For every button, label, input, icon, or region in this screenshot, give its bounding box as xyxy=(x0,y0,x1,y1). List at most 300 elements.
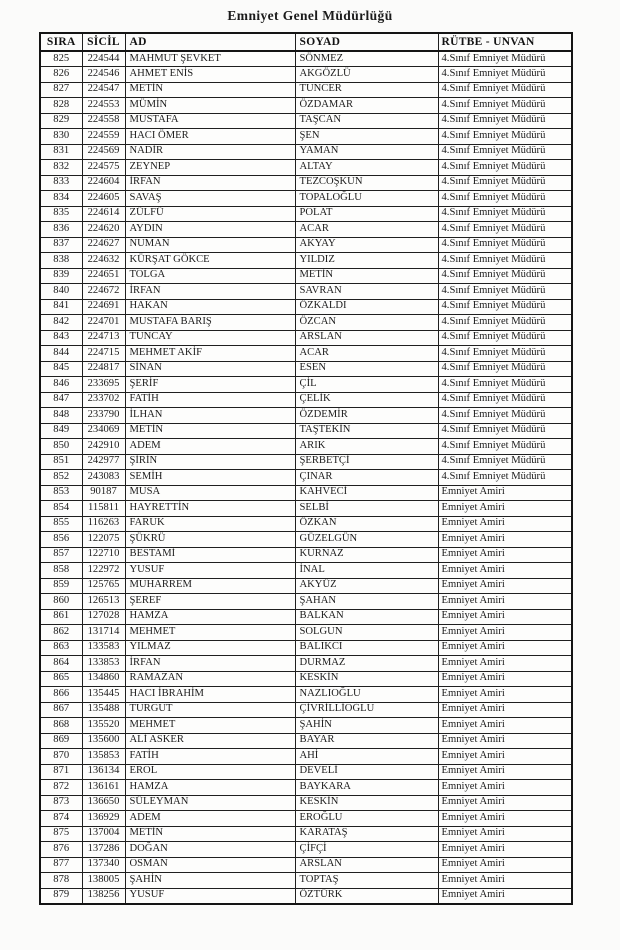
cell-sira: 835 xyxy=(40,206,82,222)
cell-sicil: 224701 xyxy=(82,315,125,331)
header-row xyxy=(40,33,572,51)
cell-soyad: ARSLAN xyxy=(295,857,438,873)
cell-sira: 855 xyxy=(40,516,82,532)
cell-sira: 826 xyxy=(40,67,82,83)
cell-ad: ADEM xyxy=(125,811,295,827)
table-row xyxy=(40,470,572,486)
table-row xyxy=(40,346,572,362)
cell-sira: 834 xyxy=(40,191,82,207)
table-row xyxy=(40,222,572,238)
cell-soyad: ÖZCAN xyxy=(295,315,438,331)
table-row xyxy=(40,780,572,796)
cell-rutbe-unvan: 4.Sınıf Emniyet Müdürü xyxy=(438,191,572,207)
cell-rutbe-unvan: Emniyet Amiri xyxy=(438,811,572,827)
cell-rutbe-unvan: 4.Sınıf Emniyet Müdürü xyxy=(438,470,572,486)
cell-sira: 846 xyxy=(40,377,82,393)
table-row xyxy=(40,563,572,579)
cell-soyad: SOLGUN xyxy=(295,625,438,641)
cell-soyad: KESKİN xyxy=(295,795,438,811)
table-row xyxy=(40,702,572,718)
cell-sira: 845 xyxy=(40,361,82,377)
table-row xyxy=(40,129,572,145)
cell-rutbe-unvan: 4.Sınıf Emniyet Müdürü xyxy=(438,454,572,470)
table-row xyxy=(40,501,572,517)
cell-sicil: 233702 xyxy=(82,392,125,408)
table-row xyxy=(40,594,572,610)
table-row xyxy=(40,284,572,300)
cell-soyad: ŞERBETÇİ xyxy=(295,454,438,470)
column-header-ad: AD xyxy=(125,33,295,51)
cell-rutbe-unvan: 4.Sınıf Emniyet Müdürü xyxy=(438,206,572,222)
cell-soyad: ÇİL xyxy=(295,377,438,393)
table-row xyxy=(40,516,572,532)
cell-sicil: 224627 xyxy=(82,237,125,253)
cell-ad: ŞAHİN xyxy=(125,873,295,889)
cell-rutbe-unvan: 4.Sınıf Emniyet Müdürü xyxy=(438,284,572,300)
cell-ad: YUSUF xyxy=(125,888,295,904)
personnel-table xyxy=(39,32,573,905)
cell-soyad: İNAL xyxy=(295,563,438,579)
cell-ad: ALİ ASKER xyxy=(125,733,295,749)
cell-sira: 869 xyxy=(40,733,82,749)
cell-rutbe-unvan: 4.Sınıf Emniyet Müdürü xyxy=(438,113,572,129)
cell-sira: 830 xyxy=(40,129,82,145)
cell-sira: 874 xyxy=(40,811,82,827)
cell-soyad: ESEN xyxy=(295,361,438,377)
cell-sira: 840 xyxy=(40,284,82,300)
cell-soyad: NAZLIOĞLU xyxy=(295,687,438,703)
table-row xyxy=(40,656,572,672)
cell-soyad: ÖZKAN xyxy=(295,516,438,532)
cell-soyad: ARIK xyxy=(295,439,438,455)
cell-sicil: 242977 xyxy=(82,454,125,470)
cell-rutbe-unvan: Emniyet Amiri xyxy=(438,563,572,579)
cell-sira: 850 xyxy=(40,439,82,455)
table-row xyxy=(40,175,572,191)
cell-sicil: 224715 xyxy=(82,346,125,362)
cell-sicil: 224559 xyxy=(82,129,125,145)
cell-sicil: 224575 xyxy=(82,160,125,176)
column-header-soyad: SOYAD xyxy=(295,33,438,51)
cell-rutbe-unvan: 4.Sınıf Emniyet Müdürü xyxy=(438,423,572,439)
cell-ad: TURGUT xyxy=(125,702,295,718)
cell-rutbe-unvan: Emniyet Amiri xyxy=(438,687,572,703)
table-row xyxy=(40,532,572,548)
cell-soyad: DEVELİ xyxy=(295,764,438,780)
cell-soyad: ÇINAR xyxy=(295,470,438,486)
cell-ad: SİNAN xyxy=(125,361,295,377)
cell-ad: FATİH xyxy=(125,392,295,408)
cell-sira: 844 xyxy=(40,346,82,362)
cell-sicil: 242910 xyxy=(82,439,125,455)
cell-soyad: TOPALOĞLU xyxy=(295,191,438,207)
cell-sicil: 138005 xyxy=(82,873,125,889)
table-row xyxy=(40,98,572,114)
cell-rutbe-unvan: Emniyet Amiri xyxy=(438,516,572,532)
column-header-rutbe-unvan: RÜTBE - UNVAN xyxy=(438,33,572,51)
table-row xyxy=(40,749,572,765)
cell-ad: SÜLEYMAN xyxy=(125,795,295,811)
cell-sira: 843 xyxy=(40,330,82,346)
cell-sicil: 135488 xyxy=(82,702,125,718)
cell-sicil: 133583 xyxy=(82,640,125,656)
cell-sira: 877 xyxy=(40,857,82,873)
cell-ad: AYDIN xyxy=(125,222,295,238)
cell-sira: 857 xyxy=(40,547,82,563)
cell-sicil: 122075 xyxy=(82,532,125,548)
cell-rutbe-unvan: Emniyet Amiri xyxy=(438,625,572,641)
table-row xyxy=(40,392,572,408)
cell-soyad: ÇELİK xyxy=(295,392,438,408)
cell-ad: ADEM xyxy=(125,439,295,455)
cell-sicil: 224553 xyxy=(82,98,125,114)
table-row xyxy=(40,268,572,284)
cell-sira: 837 xyxy=(40,237,82,253)
cell-soyad: ARSLAN xyxy=(295,330,438,346)
cell-ad: KÜRŞAT GÖKCE xyxy=(125,253,295,269)
cell-rutbe-unvan: 4.Sınıf Emniyet Müdürü xyxy=(438,175,572,191)
cell-ad: NUMAN xyxy=(125,237,295,253)
cell-ad: SAVAŞ xyxy=(125,191,295,207)
cell-soyad: SÖNMEZ xyxy=(295,51,438,67)
table-row xyxy=(40,640,572,656)
cell-sicil: 135520 xyxy=(82,718,125,734)
table-row xyxy=(40,811,572,827)
table-row xyxy=(40,764,572,780)
cell-ad: YUSUF xyxy=(125,563,295,579)
cell-soyad: METİN xyxy=(295,268,438,284)
cell-ad: HACI ÖMER xyxy=(125,129,295,145)
cell-ad: MUHARREM xyxy=(125,578,295,594)
cell-sicil: 127028 xyxy=(82,609,125,625)
cell-sira: 871 xyxy=(40,764,82,780)
cell-sira: 863 xyxy=(40,640,82,656)
table-row xyxy=(40,625,572,641)
table-row xyxy=(40,795,572,811)
cell-sira: 865 xyxy=(40,671,82,687)
cell-sicil: 134860 xyxy=(82,671,125,687)
table-row xyxy=(40,299,572,315)
table-row xyxy=(40,51,572,67)
cell-ad: HACI İBRAHİM xyxy=(125,687,295,703)
cell-rutbe-unvan: Emniyet Amiri xyxy=(438,888,572,904)
cell-rutbe-unvan: 4.Sınıf Emniyet Müdürü xyxy=(438,253,572,269)
cell-ad: HAMZA xyxy=(125,780,295,796)
cell-soyad: POLAT xyxy=(295,206,438,222)
cell-ad: ZEYNEP xyxy=(125,160,295,176)
cell-soyad: DURMAZ xyxy=(295,656,438,672)
cell-sicil: 137004 xyxy=(82,826,125,842)
table-row xyxy=(40,547,572,563)
cell-ad: YILMAZ xyxy=(125,640,295,656)
cell-rutbe-unvan: Emniyet Amiri xyxy=(438,764,572,780)
cell-ad: TOLGA xyxy=(125,268,295,284)
cell-sira: 862 xyxy=(40,625,82,641)
cell-rutbe-unvan: 4.Sınıf Emniyet Müdürü xyxy=(438,315,572,331)
cell-sira: 849 xyxy=(40,423,82,439)
cell-soyad: KAHVECİ xyxy=(295,485,438,501)
cell-soyad: KURNAZ xyxy=(295,547,438,563)
table-row xyxy=(40,454,572,470)
cell-sira: 876 xyxy=(40,842,82,858)
cell-sicil: 224691 xyxy=(82,299,125,315)
cell-rutbe-unvan: Emniyet Amiri xyxy=(438,873,572,889)
cell-ad: HAKAN xyxy=(125,299,295,315)
cell-ad: SEMİH xyxy=(125,470,295,486)
table-header xyxy=(40,33,572,51)
cell-ad: AHMET ENİS xyxy=(125,67,295,83)
cell-sicil: 90187 xyxy=(82,485,125,501)
cell-sicil: 137340 xyxy=(82,857,125,873)
cell-ad: TUNCAY xyxy=(125,330,295,346)
cell-ad: İLHAN xyxy=(125,408,295,424)
table-body xyxy=(40,51,572,904)
cell-ad: ŞÜKRÜ xyxy=(125,532,295,548)
cell-sira: 839 xyxy=(40,268,82,284)
cell-rutbe-unvan: Emniyet Amiri xyxy=(438,578,572,594)
table-row xyxy=(40,191,572,207)
cell-ad: MAHMUT ŞEVKET xyxy=(125,51,295,67)
cell-sicil: 224817 xyxy=(82,361,125,377)
cell-sicil: 135853 xyxy=(82,749,125,765)
cell-rutbe-unvan: 4.Sınıf Emniyet Müdürü xyxy=(438,361,572,377)
cell-soyad: ŞAHİN xyxy=(295,718,438,734)
cell-ad: RAMAZAN xyxy=(125,671,295,687)
cell-soyad: BALKAN xyxy=(295,609,438,625)
cell-ad: METİN xyxy=(125,423,295,439)
cell-soyad: ÖZDEMİR xyxy=(295,408,438,424)
cell-sira: 827 xyxy=(40,82,82,98)
cell-soyad: ŞEN xyxy=(295,129,438,145)
cell-sicil: 126513 xyxy=(82,594,125,610)
cell-soyad: ÖZKALDI xyxy=(295,299,438,315)
cell-soyad: YILDIZ xyxy=(295,253,438,269)
cell-rutbe-unvan: Emniyet Amiri xyxy=(438,656,572,672)
cell-sira: 879 xyxy=(40,888,82,904)
table-row xyxy=(40,578,572,594)
cell-soyad: TAŞTEKİN xyxy=(295,423,438,439)
cell-sira: 853 xyxy=(40,485,82,501)
cell-ad: DOĞAN xyxy=(125,842,295,858)
cell-ad: MEHMET xyxy=(125,625,295,641)
cell-rutbe-unvan: 4.Sınıf Emniyet Müdürü xyxy=(438,377,572,393)
cell-ad: İRFAN xyxy=(125,656,295,672)
cell-rutbe-unvan: Emniyet Amiri xyxy=(438,857,572,873)
cell-sicil: 233695 xyxy=(82,377,125,393)
cell-sicil: 136929 xyxy=(82,811,125,827)
cell-rutbe-unvan: Emniyet Amiri xyxy=(438,594,572,610)
table-row xyxy=(40,857,572,873)
cell-soyad: GÜZELGÜN xyxy=(295,532,438,548)
cell-rutbe-unvan: 4.Sınıf Emniyet Müdürü xyxy=(438,160,572,176)
cell-rutbe-unvan: Emniyet Amiri xyxy=(438,842,572,858)
cell-ad: ŞERİF xyxy=(125,377,295,393)
cell-sicil: 122710 xyxy=(82,547,125,563)
cell-rutbe-unvan: 4.Sınıf Emniyet Müdürü xyxy=(438,330,572,346)
cell-rutbe-unvan: 4.Sınıf Emniyet Müdürü xyxy=(438,98,572,114)
cell-ad: NADİR xyxy=(125,144,295,160)
table-row xyxy=(40,206,572,222)
cell-sira: 831 xyxy=(40,144,82,160)
table-row xyxy=(40,160,572,176)
cell-rutbe-unvan: Emniyet Amiri xyxy=(438,749,572,765)
cell-ad: HAYRETTİN xyxy=(125,501,295,517)
cell-soyad: EROĞLU xyxy=(295,811,438,827)
cell-ad: MÜMİN xyxy=(125,98,295,114)
cell-ad: OSMAN xyxy=(125,857,295,873)
cell-sicil: 136134 xyxy=(82,764,125,780)
cell-rutbe-unvan: Emniyet Amiri xyxy=(438,671,572,687)
cell-sira: 860 xyxy=(40,594,82,610)
cell-sicil: 135445 xyxy=(82,687,125,703)
cell-soyad: SELBİ xyxy=(295,501,438,517)
cell-sira: 851 xyxy=(40,454,82,470)
cell-soyad: ÖZDAMAR xyxy=(295,98,438,114)
cell-rutbe-unvan: Emniyet Amiri xyxy=(438,826,572,842)
cell-rutbe-unvan: 4.Sınıf Emniyet Müdürü xyxy=(438,222,572,238)
cell-soyad: BALIKCI xyxy=(295,640,438,656)
cell-sicil: 224558 xyxy=(82,113,125,129)
cell-ad: EROL xyxy=(125,764,295,780)
table-row xyxy=(40,253,572,269)
cell-ad: MEHMET xyxy=(125,718,295,734)
table-row xyxy=(40,144,572,160)
cell-soyad: ALTAY xyxy=(295,160,438,176)
table-row xyxy=(40,842,572,858)
cell-soyad: ŞAHAN xyxy=(295,594,438,610)
cell-ad: FATİH xyxy=(125,749,295,765)
cell-sicil: 224544 xyxy=(82,51,125,67)
cell-rutbe-unvan: 4.Sınıf Emniyet Müdürü xyxy=(438,268,572,284)
cell-rutbe-unvan: 4.Sınıf Emniyet Müdürü xyxy=(438,392,572,408)
cell-sira: 848 xyxy=(40,408,82,424)
cell-ad: HAMZA xyxy=(125,609,295,625)
cell-soyad: KARATAŞ xyxy=(295,826,438,842)
cell-soyad: BAYAR xyxy=(295,733,438,749)
table-row xyxy=(40,82,572,98)
cell-rutbe-unvan: Emniyet Amiri xyxy=(438,609,572,625)
cell-sira: 829 xyxy=(40,113,82,129)
cell-ad: METİN xyxy=(125,82,295,98)
table-row xyxy=(40,330,572,346)
cell-sira: 825 xyxy=(40,51,82,67)
cell-sicil: 125765 xyxy=(82,578,125,594)
page-title: Emniyet Genel Müdürlüğü xyxy=(227,8,393,23)
column-header-sicil: SİCİL xyxy=(82,33,125,51)
cell-sicil: 116263 xyxy=(82,516,125,532)
cell-soyad: AKYAY xyxy=(295,237,438,253)
cell-sira: 868 xyxy=(40,718,82,734)
cell-sicil: 224547 xyxy=(82,82,125,98)
cell-ad: MEHMET AKİF xyxy=(125,346,295,362)
cell-sira: 842 xyxy=(40,315,82,331)
cell-soyad: BAYKARA xyxy=(295,780,438,796)
cell-soyad: SAVRAN xyxy=(295,284,438,300)
cell-sicil: 224672 xyxy=(82,284,125,300)
cell-sicil: 135600 xyxy=(82,733,125,749)
table-row xyxy=(40,315,572,331)
cell-ad: ŞEREF xyxy=(125,594,295,610)
cell-sicil: 138256 xyxy=(82,888,125,904)
cell-sicil: 224614 xyxy=(82,206,125,222)
cell-rutbe-unvan: 4.Sınıf Emniyet Müdürü xyxy=(438,82,572,98)
cell-sicil: 136161 xyxy=(82,780,125,796)
cell-sira: 872 xyxy=(40,780,82,796)
cell-soyad: TOPTAŞ xyxy=(295,873,438,889)
table-row xyxy=(40,439,572,455)
cell-soyad: AHİ xyxy=(295,749,438,765)
table-row xyxy=(40,873,572,889)
cell-ad: İRFAN xyxy=(125,284,295,300)
cell-soyad: TUNCER xyxy=(295,82,438,98)
cell-rutbe-unvan: 4.Sınıf Emniyet Müdürü xyxy=(438,439,572,455)
cell-rutbe-unvan: 4.Sınıf Emniyet Müdürü xyxy=(438,129,572,145)
cell-soyad: ACAR xyxy=(295,222,438,238)
cell-ad: MUSTAFA xyxy=(125,113,295,129)
table-row xyxy=(40,687,572,703)
cell-sicil: 224632 xyxy=(82,253,125,269)
cell-ad: METİN xyxy=(125,826,295,842)
cell-sicil: 224651 xyxy=(82,268,125,284)
cell-sira: 864 xyxy=(40,656,82,672)
table-row xyxy=(40,718,572,734)
cell-rutbe-unvan: 4.Sınıf Emniyet Müdürü xyxy=(438,51,572,67)
cell-rutbe-unvan: Emniyet Amiri xyxy=(438,501,572,517)
cell-soyad: AKGÖZLÜ xyxy=(295,67,438,83)
cell-sira: 838 xyxy=(40,253,82,269)
cell-rutbe-unvan: 4.Sınıf Emniyet Müdürü xyxy=(438,67,572,83)
cell-rutbe-unvan: Emniyet Amiri xyxy=(438,702,572,718)
cell-sira: 841 xyxy=(40,299,82,315)
table-row xyxy=(40,377,572,393)
cell-ad: BESTAMİ xyxy=(125,547,295,563)
cell-sicil: 131714 xyxy=(82,625,125,641)
cell-soyad: TEZCOŞKUN xyxy=(295,175,438,191)
cell-sicil: 224604 xyxy=(82,175,125,191)
cell-sira: 873 xyxy=(40,795,82,811)
cell-sicil: 115811 xyxy=(82,501,125,517)
cell-sicil: 243083 xyxy=(82,470,125,486)
cell-ad: FARUK xyxy=(125,516,295,532)
cell-sira: 847 xyxy=(40,392,82,408)
cell-sicil: 224605 xyxy=(82,191,125,207)
cell-ad: MUSTAFA BARIŞ xyxy=(125,315,295,331)
cell-sicil: 133853 xyxy=(82,656,125,672)
table-row xyxy=(40,609,572,625)
cell-sicil: 137286 xyxy=(82,842,125,858)
table-row xyxy=(40,423,572,439)
table-row xyxy=(40,237,572,253)
cell-rutbe-unvan: Emniyet Amiri xyxy=(438,780,572,796)
cell-soyad: AKYÜZ xyxy=(295,578,438,594)
cell-soyad: ACAR xyxy=(295,346,438,362)
cell-sira: 867 xyxy=(40,702,82,718)
cell-rutbe-unvan: 4.Sınıf Emniyet Müdürü xyxy=(438,299,572,315)
cell-soyad: YAMAN xyxy=(295,144,438,160)
cell-sira: 856 xyxy=(40,532,82,548)
cell-soyad: KESKİN xyxy=(295,671,438,687)
table-row xyxy=(40,888,572,904)
cell-sira: 870 xyxy=(40,749,82,765)
cell-sicil: 136650 xyxy=(82,795,125,811)
table-row xyxy=(40,733,572,749)
cell-sira: 875 xyxy=(40,826,82,842)
cell-sira: 852 xyxy=(40,470,82,486)
cell-sira: 854 xyxy=(40,501,82,517)
cell-sicil: 233790 xyxy=(82,408,125,424)
cell-rutbe-unvan: Emniyet Amiri xyxy=(438,795,572,811)
cell-rutbe-unvan: 4.Sınıf Emniyet Müdürü xyxy=(438,237,572,253)
